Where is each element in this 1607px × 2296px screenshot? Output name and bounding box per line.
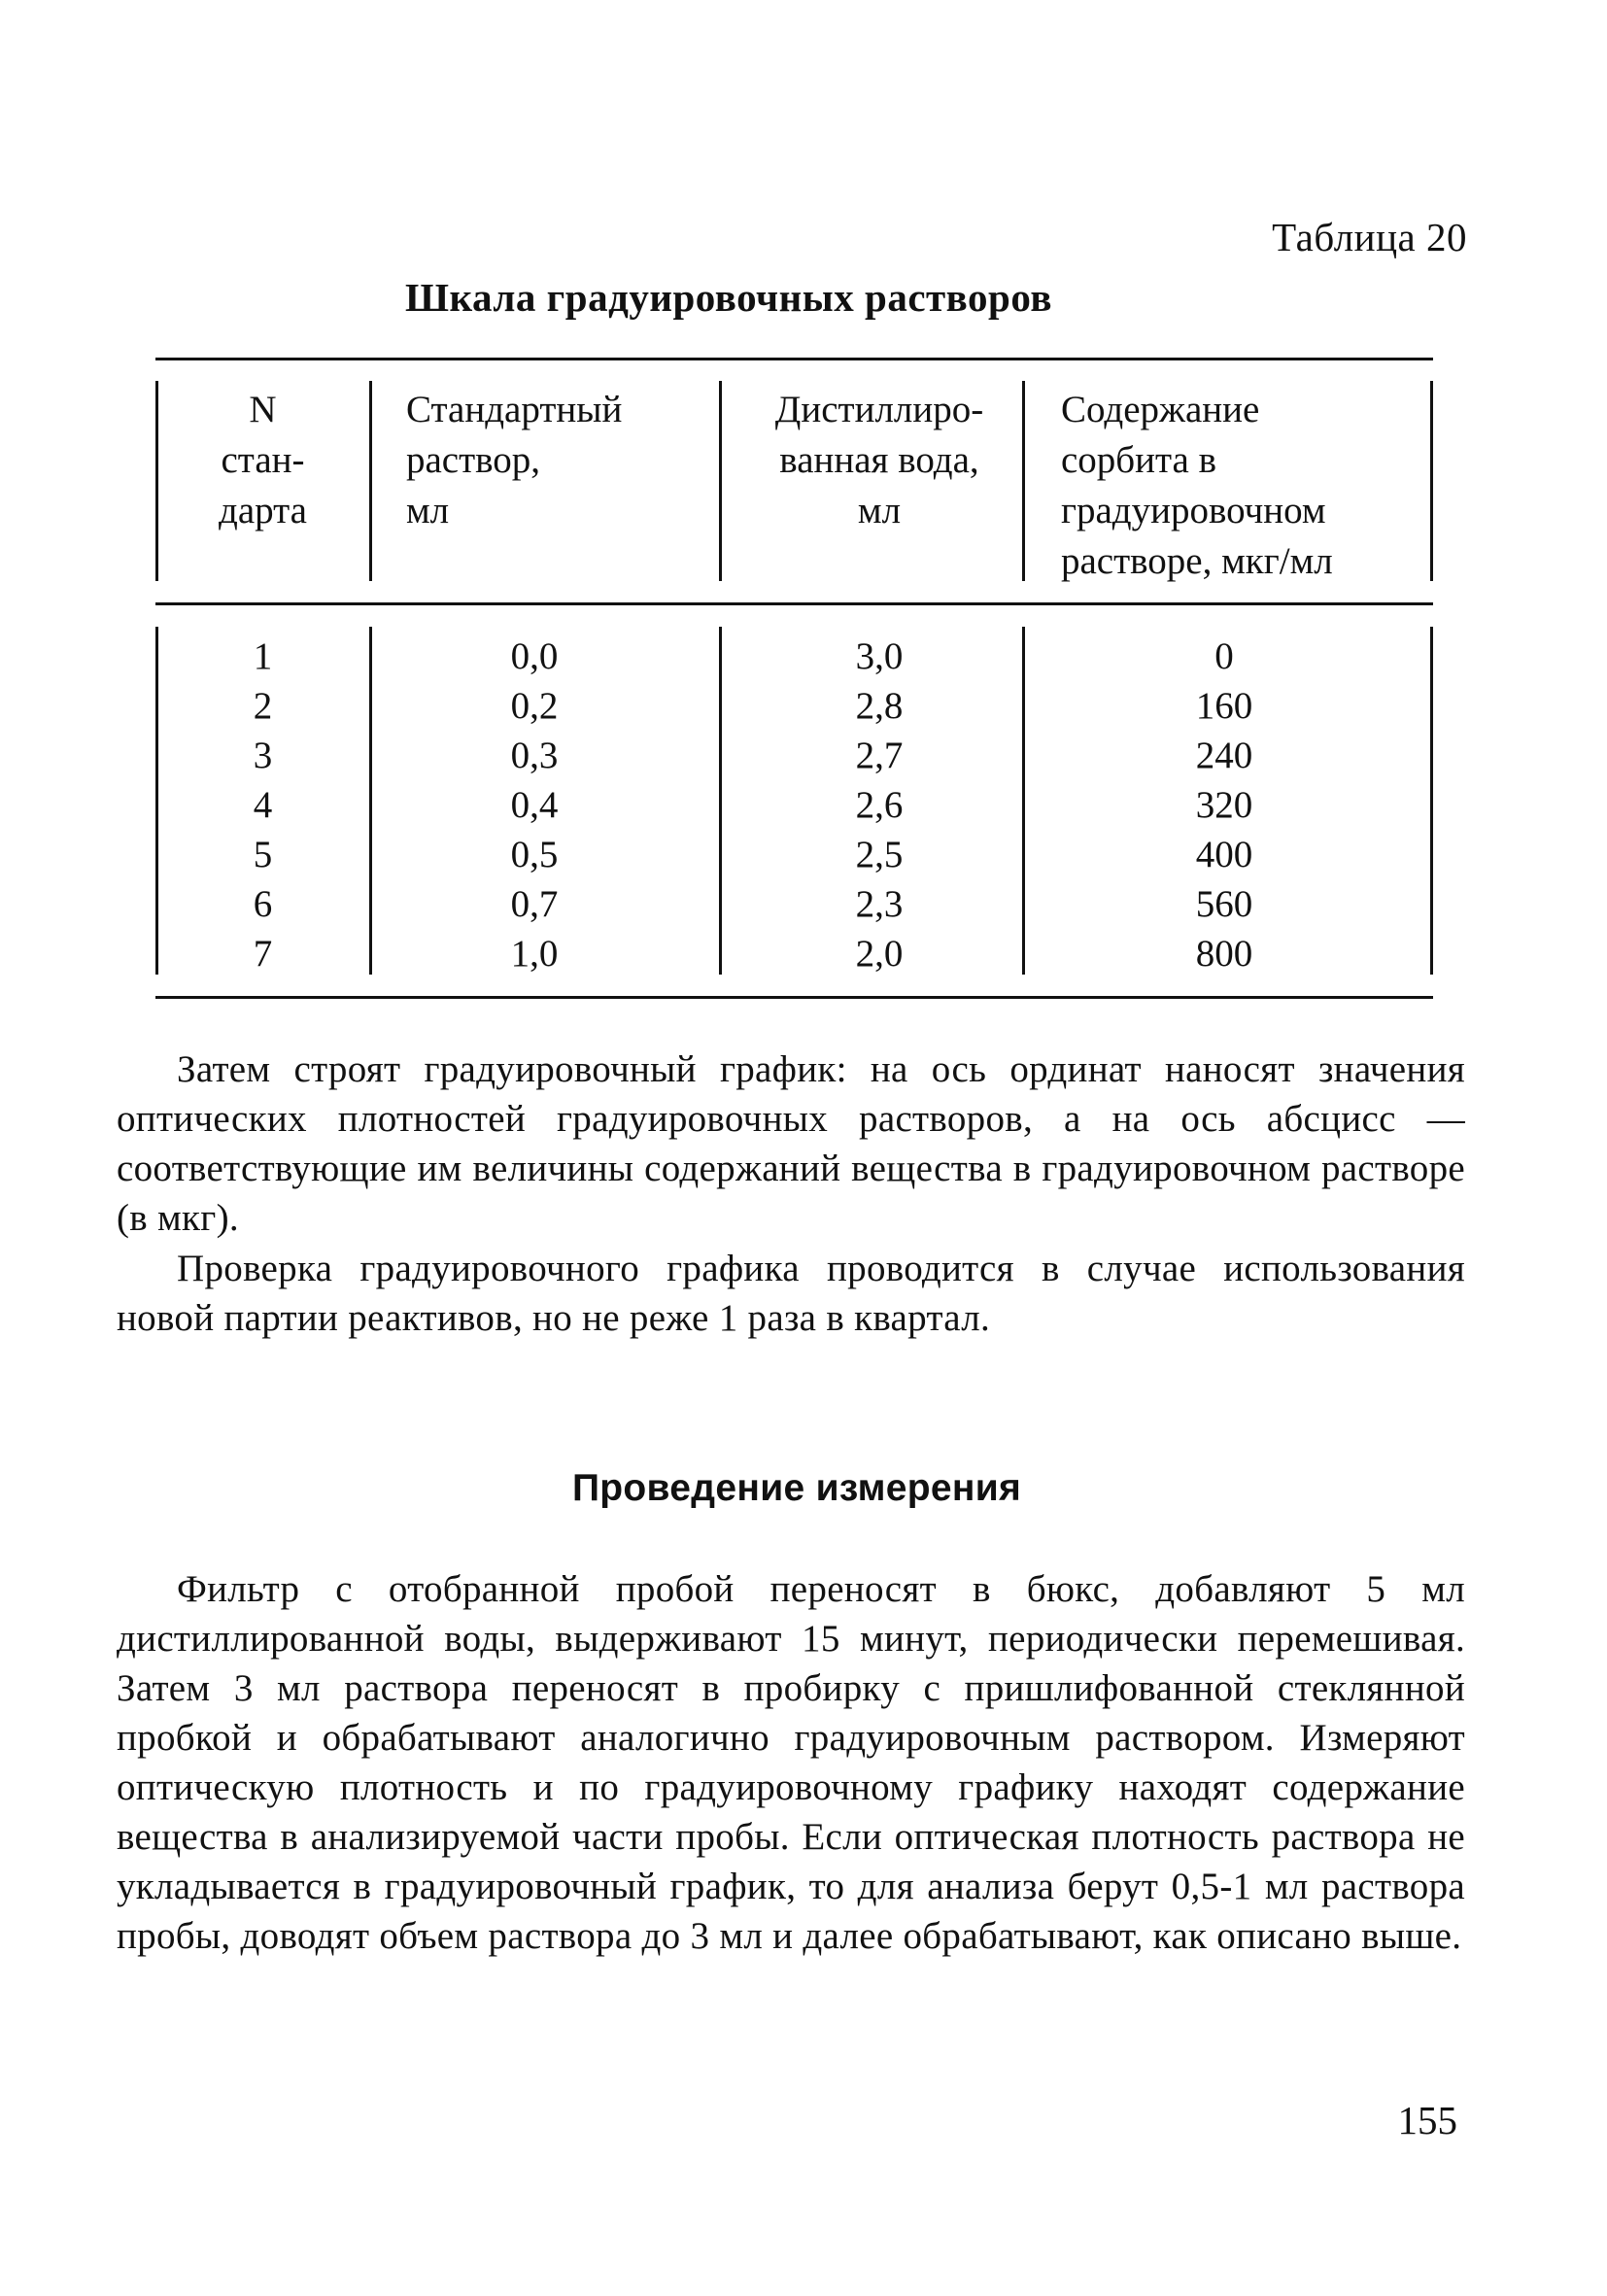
paragraph-graph-check: Проверка градуировочного графика проводится в случае использования новой партии реактивов, но не реже 1 раза в квартал. (117, 1248, 1465, 1339)
table-cell: 2,6 (855, 784, 904, 826)
column-distilled-water (738, 632, 1020, 978)
table-cell: 560 (1195, 883, 1253, 925)
table-cell: 800 (1195, 933, 1253, 975)
table-cell: 2,0 (855, 933, 904, 975)
table-header-rule (155, 602, 1433, 605)
table-cell: 240 (1195, 735, 1253, 776)
table-vline (719, 627, 722, 975)
paragraph-measurement: Фильтр с отобранной пробой переносят в бюкс, добавляют 5 мл дистиллированной воды, выдерживают 15 минут, периодически перемешивая. Затем 3 мл раствора переносят в пробирку с пришлифованной стеклянной пробкой и обрабатывают аналогично градуировочным раствором. Измеряют оптическую плотность и по градуировочному графику находят содержание вещества в анализируемой части пробы. Если оптическая плотность раствора не укладывается в градуировочный график, то для анализа берут 0,5-1 мл раствора пробы, доводят объем раствора до 3 мл и далее обрабатывают, как описано выше. (117, 1568, 1465, 1957)
column-standard-number (163, 632, 362, 978)
table-vline (1022, 381, 1025, 581)
table-cell: 0 (1214, 635, 1234, 677)
table-cell: 6 (253, 883, 273, 925)
table-cell: 400 (1195, 834, 1253, 875)
table-cell: 1 (253, 635, 273, 677)
page-number: 155 (1397, 2098, 1457, 2142)
table-top-rule (155, 358, 1433, 360)
header-distilled-water: Дистиллиро- ванная вода, мл (774, 389, 984, 531)
table-cell: 5 (253, 834, 273, 875)
paragraph-calibration-graph: Затем строят градуировочный график: на ось ординат наносят значения оптических плотностей градуировочных растворов, а на ось абсцисс — соответствующие им величины содержаний вещества в градуировочном растворе (в мкг). (117, 1048, 1465, 1239)
table-vline (369, 627, 372, 975)
table-vline (155, 627, 158, 975)
table-vline (1430, 381, 1433, 581)
table-cell: 3,0 (855, 635, 904, 677)
table-cell: 0,5 (510, 834, 559, 875)
table-cell: 0,7 (510, 883, 559, 925)
table-cell: 3 (253, 735, 273, 776)
table-cell: 2,5 (855, 834, 904, 875)
table-number: Таблица 20 (1272, 215, 1467, 259)
table-vline (155, 381, 158, 581)
table-vline (1022, 627, 1025, 975)
table-vline (719, 381, 722, 581)
header-standard-solution: Стандартный раствор, мл (406, 389, 623, 531)
column-standard-solution (427, 632, 641, 978)
table-cell: 1,0 (510, 933, 559, 975)
table-vline (369, 381, 372, 581)
table-cell: 0,2 (510, 685, 559, 727)
table-cell: 2,8 (855, 685, 904, 727)
table-cell: 2,3 (855, 883, 904, 925)
table-cell: 160 (1195, 685, 1253, 727)
section-heading: Проведение измерения (571, 1467, 1022, 1509)
table-bottom-rule (155, 996, 1433, 999)
table-cell: 7 (253, 933, 273, 975)
table-cell: 0,4 (510, 784, 559, 826)
table-cell: 4 (253, 784, 273, 826)
table-vline (1430, 627, 1433, 975)
header-sorbitol-content: Содержание сорбита в градуировочном растворе, мкг/мл (1061, 389, 1333, 582)
header-standard-number: N стан- дарта (219, 389, 307, 531)
table-cell: 2,7 (855, 735, 904, 776)
column-sorbitol-content (1078, 632, 1370, 978)
table-cell: 0,0 (510, 635, 559, 677)
table-title: Шкала градуировочных растворов (405, 275, 1052, 320)
table-cell: 0,3 (510, 735, 559, 776)
table-cell: 2 (253, 685, 273, 727)
table-cell: 320 (1195, 784, 1253, 826)
